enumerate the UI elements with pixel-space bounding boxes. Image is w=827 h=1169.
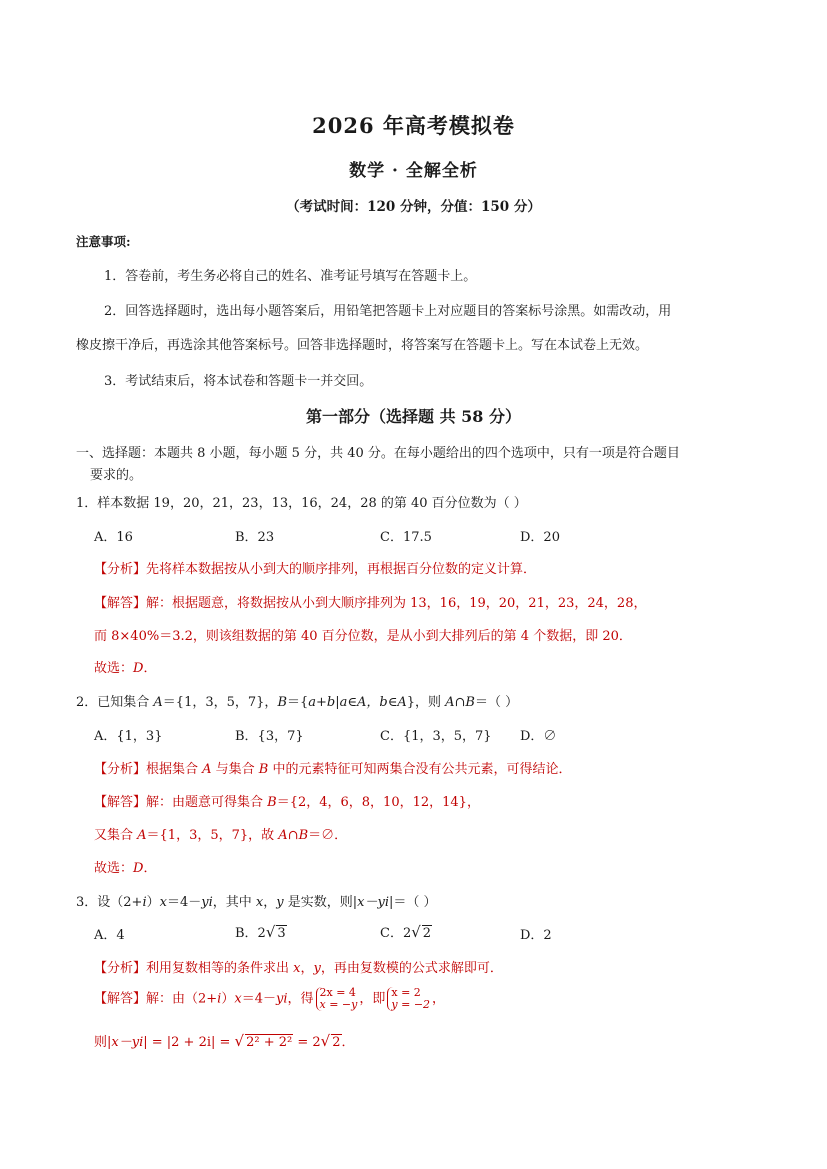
q3-solution-text: ，得 bbox=[287, 991, 314, 1007]
q2-solution-text: ＝{1，3，5，7}，故 bbox=[146, 828, 279, 843]
q3-equation: 2x = 4 bbox=[319, 986, 356, 999]
q3-analysis bbox=[94, 957, 503, 976]
q3-var-y: y bbox=[313, 961, 321, 976]
q3-var-yi: yi bbox=[275, 991, 288, 1007]
q3-solution-text: ， bbox=[432, 991, 446, 1007]
q3-solution-text: ，即 bbox=[359, 991, 386, 1007]
q2-solution-text: ＝∅． bbox=[308, 828, 348, 843]
q3-stem-text: ， bbox=[263, 895, 277, 910]
q2-set-b: B bbox=[258, 762, 269, 777]
q3-analysis-text: ， bbox=[300, 961, 314, 976]
q3-var-x: x bbox=[234, 991, 242, 1007]
q3-imag-unit: i bbox=[142, 895, 147, 910]
q3-stem-text: ） bbox=[146, 895, 160, 910]
q1-option-b: B．23 bbox=[235, 530, 275, 545]
q3-option-c-radicand: 2 bbox=[422, 926, 432, 941]
q3-solution-text: | = |2 + 2i| = bbox=[143, 1035, 235, 1050]
q1-option-d: D．20 bbox=[520, 530, 560, 545]
page-subtitle: 数学 · 全解全析 bbox=[349, 161, 478, 181]
q3-analysis-text: 【分析】利用复数相等的条件求出 bbox=[94, 961, 294, 976]
q2-stem bbox=[76, 691, 518, 710]
q2-solution-line2 bbox=[94, 824, 347, 843]
q3-solution-text: ＝4－ bbox=[241, 991, 276, 1007]
q2-stem-text: }，则 bbox=[406, 695, 446, 710]
q3-stem bbox=[76, 891, 437, 910]
section-intro-line2: 要求的。 bbox=[90, 468, 143, 483]
sqrt-icon: √ bbox=[411, 923, 421, 941]
q2-solution-text: ＝{2，4，6，8，10，12，14}， bbox=[276, 795, 480, 810]
q3-var-x: x bbox=[293, 961, 301, 976]
q3-stem-text: |＝（ ） bbox=[388, 895, 437, 910]
q3-option-c-label: C．2 bbox=[380, 926, 412, 941]
q1-answer bbox=[94, 657, 156, 676]
section-intro-line1: 一、选择题：本题共 8 小题，每小题 5 分，共 40 分。在每小题给出的四个选项中，只有一项是符合题目 bbox=[76, 446, 680, 461]
q3-solution-text: ） bbox=[221, 991, 235, 1007]
q2-stem-text: ＝{ bbox=[287, 695, 309, 710]
q3-radicand: 2² + 2² bbox=[246, 1035, 293, 1050]
q1-answer-suffix: ． bbox=[143, 661, 157, 676]
q3-option-b bbox=[235, 922, 287, 941]
q1-solution-line2: 而 8×40%＝3.2，则该组数据的第 40 百分位数，是从小到大排列后的第 4 个数据，即 20． bbox=[94, 629, 632, 644]
q1-analysis: 【分析】先将样本数据按从小到大的顺序排列，再根据百分位数的定义计算． bbox=[94, 562, 537, 577]
notice-item-2-cont: 橡皮擦干净后，再选涂其他答案标号。回答非选择题时，将答案写在答题卡上。写在本试卷上无效。 bbox=[76, 338, 649, 353]
section-title: 第一部分（选择题 共 58 分） bbox=[306, 407, 521, 426]
q3-var-x: x bbox=[255, 895, 264, 910]
q3-option-d: D．2 bbox=[520, 928, 552, 943]
q2-solution-line1 bbox=[94, 791, 480, 810]
q3-solution-text: ． bbox=[341, 1035, 355, 1050]
q3-option-c bbox=[380, 922, 432, 941]
q2-analysis-text: 中的元素特征可知两集合没有公共元素，可得结论． bbox=[268, 762, 572, 777]
q3-option-a: A．4 bbox=[94, 928, 125, 943]
q2-intersection: A∩B bbox=[278, 828, 309, 843]
q1-option-a: A．16 bbox=[94, 530, 133, 545]
q2-solution-text: 又集合 bbox=[94, 828, 138, 843]
q1-answer-letter: D bbox=[133, 661, 144, 676]
q1-stem: 1．样本数据 19，20，21，23，13，16，24，28 的第 40 百分位数为（ ） bbox=[76, 496, 527, 511]
q2-set-a: A bbox=[153, 695, 163, 710]
q2-option-a: A．{1，3} bbox=[94, 729, 163, 744]
q3-radicand: 2 bbox=[332, 1035, 341, 1050]
q3-stem-text: ＝4－ bbox=[166, 895, 202, 910]
q3-equation: x = −y bbox=[319, 998, 358, 1011]
q3-option-b-label: B．2 bbox=[235, 926, 266, 941]
q2-answer-letter: D bbox=[133, 861, 144, 876]
q2-set-b: B bbox=[277, 695, 287, 710]
q3-imag-unit: i bbox=[217, 991, 222, 1007]
q3-solution-text: 【解答】解：由（2+ bbox=[94, 991, 218, 1007]
q2-analysis bbox=[94, 758, 572, 777]
notice-item-1: 1．答卷前，考生务必将自己的姓名、准考证号填写在答题卡上。 bbox=[104, 269, 477, 284]
q2-answer-prefix: 故选： bbox=[94, 861, 134, 876]
q3-var-x: x bbox=[159, 895, 167, 910]
q3-stem-text: 是实数，则| bbox=[283, 895, 358, 910]
q1-solution-line1: 【解答】解：根据题意，将数据按从小到大顺序排列为 13，16，19，20，21，23，24，28， bbox=[94, 596, 647, 611]
q2-option-d: D．∅ bbox=[520, 729, 557, 744]
page-title: 2026 年高考模拟卷 bbox=[312, 113, 515, 138]
q3-equation: y = −2 bbox=[391, 998, 431, 1011]
q2-set-a: A bbox=[137, 828, 147, 843]
q1-answer-prefix: 故选： bbox=[94, 661, 134, 676]
q2-solution-text: 【解答】解：由题意可得集合 bbox=[94, 795, 268, 810]
exam-info: （考试时间：120 分钟，分值：150 分） bbox=[286, 199, 541, 215]
q2-intersection: A∩B bbox=[445, 695, 475, 710]
q2-stem-text: 2．已知集合 bbox=[76, 695, 154, 710]
q3-solution-text: 则| bbox=[94, 1035, 112, 1050]
q2-analysis-text: 【分析】根据集合 bbox=[94, 762, 203, 777]
q2-stem-text: ＝（ ） bbox=[474, 695, 519, 710]
notice-item-3: 3．考试结束后，将本试卷和答题卡一并交回。 bbox=[104, 374, 373, 389]
q3-solution-line1 bbox=[94, 987, 445, 1011]
q3-equation-system-1 bbox=[316, 987, 358, 1011]
q3-stem-text: 3．设（2+ bbox=[76, 895, 143, 910]
q3-solution-line2 bbox=[94, 1031, 355, 1050]
q3-modulus-expr: x－yi bbox=[111, 1035, 144, 1050]
q3-analysis-text: ，再由复数模的公式求解即可． bbox=[320, 961, 503, 976]
q3-var-yi: yi bbox=[201, 895, 213, 910]
q3-stem-text: ，其中 bbox=[212, 895, 256, 910]
notice-item-2: 2．回答选择题时，选出每小题答案后，用铅笔把答题卡上对应题目的答案标号涂黑。如需改动，用 bbox=[104, 304, 672, 319]
q3-solution-text: = 2 bbox=[293, 1035, 321, 1050]
q2-answer bbox=[94, 857, 156, 876]
notice-heading: 注意事项: bbox=[76, 234, 131, 249]
q2-option-b: B．{3，7} bbox=[235, 729, 304, 744]
q2-analysis-text: 与集合 bbox=[211, 762, 259, 777]
sqrt-icon: √ bbox=[320, 1032, 331, 1050]
q2-set-b: B bbox=[267, 795, 277, 810]
q2-set-b-def: a+b|a∈A，b∈A bbox=[308, 695, 407, 710]
q2-stem-text: ＝{1，3，5，7}， bbox=[162, 695, 278, 710]
q2-option-c: C．{1，3，5，7} bbox=[380, 729, 492, 744]
sqrt-icon: √ bbox=[234, 1032, 245, 1050]
q1-option-c: C．17.5 bbox=[380, 530, 432, 545]
q2-answer-suffix: ． bbox=[143, 861, 157, 876]
q3-equation: x = 2 bbox=[391, 986, 421, 999]
q3-equation-system-2 bbox=[387, 987, 430, 1011]
q3-modulus-expr: x－yi bbox=[357, 895, 389, 910]
q3-var-y: y bbox=[276, 895, 284, 910]
q3-option-b-radicand: 3 bbox=[277, 926, 286, 941]
sqrt-icon: √ bbox=[265, 923, 276, 941]
q2-set-a: A bbox=[202, 762, 212, 777]
